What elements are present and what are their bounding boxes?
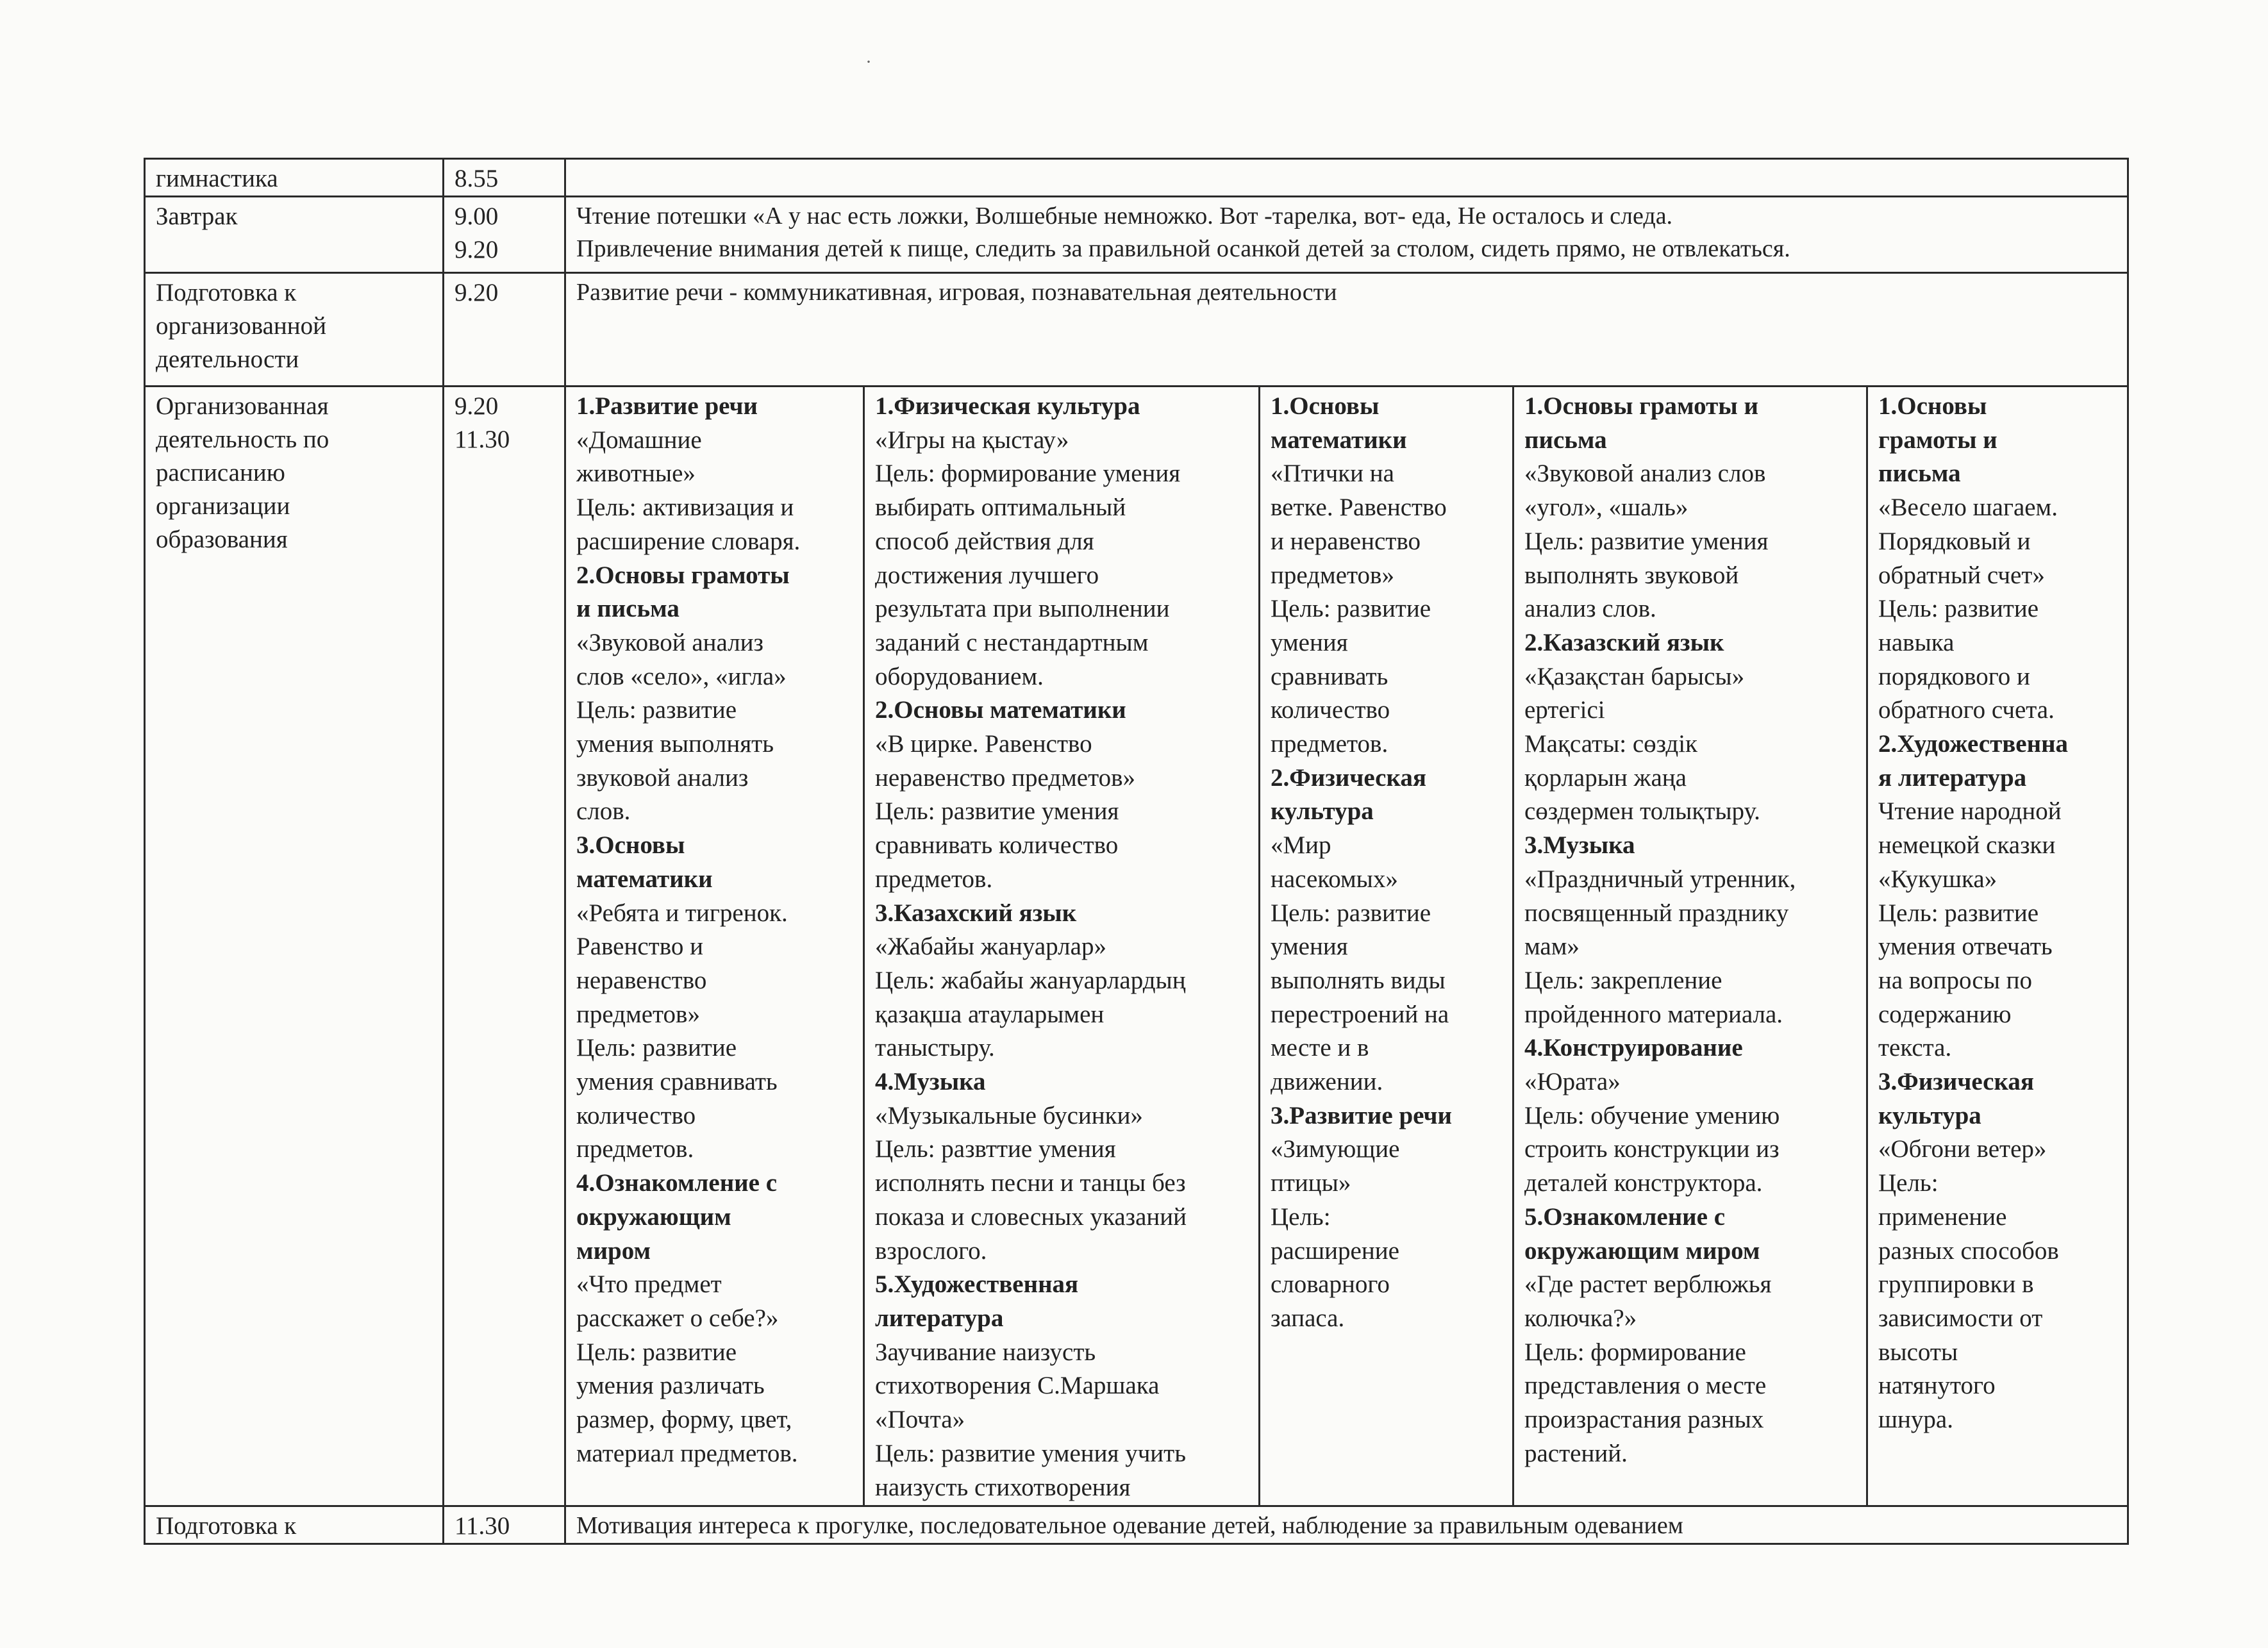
table-row (145, 387, 2128, 1506)
day-cell-2 (864, 387, 1260, 1506)
subject-heading: 1.Основы (1878, 392, 1987, 420)
lesson-line: сравнивать (1271, 662, 1388, 690)
subject-heading: культура (1271, 797, 1374, 826)
content-cell (565, 273, 2128, 387)
lesson-line: Цель: развитие (576, 696, 737, 724)
lesson-line: расширение словаря. (576, 527, 801, 555)
lesson-line: неравенство (576, 966, 707, 994)
lesson-line: Цель: развитие (576, 1034, 737, 1062)
lesson-line: количество (1271, 696, 1390, 724)
lesson-line: умения (1271, 933, 1348, 961)
lesson-line: Цель: жабайы жануарлардың (875, 966, 1186, 994)
lesson-line: запаса. (1271, 1304, 1345, 1332)
lesson-line: Цель: развитие (1271, 899, 1431, 927)
lesson-line: Заучивание наизусть (875, 1338, 1096, 1366)
activity-label: расписанию (156, 459, 285, 487)
lesson-line: Цель: развитие (1878, 595, 2039, 623)
day-cell-3 (1260, 387, 1513, 1506)
time-label: 11.30 (454, 426, 510, 453)
subject-heading: письма (1524, 426, 1607, 454)
lesson-line: перестроений на (1271, 1000, 1449, 1028)
content-text: Мотивация интереса к прогулке, последовательное одевание детей, наблюдение за правильным одеванием (576, 1512, 1683, 1539)
lesson-line: «Весело шагаем. (1878, 494, 2058, 522)
lesson-line: птицы» (1271, 1169, 1351, 1197)
subject-heading: 3.Основы (576, 831, 685, 860)
subject-heading: 2.Казазский язык (1524, 628, 1724, 656)
subject-heading: 1.Основы (1271, 392, 1380, 420)
lesson-line: растений. (1524, 1439, 1628, 1467)
subject-heading: и письма (576, 595, 680, 623)
lesson-line: Порядковый и (1878, 527, 2031, 555)
lesson-line: наизусть стихотворения (875, 1473, 1131, 1501)
subject-heading: математики (576, 865, 713, 893)
subject-heading: 3.Развитие речи (1271, 1101, 1452, 1129)
activity-label: Подготовка к (156, 279, 297, 306)
lesson-line: «Жабайы жануарлар» (875, 933, 1106, 961)
time-cell (444, 159, 565, 197)
lesson-line: показа и словесных указаний (875, 1203, 1187, 1231)
lesson-line: предметов. (576, 1135, 694, 1163)
lesson-line: заданий с нестандартным (875, 628, 1149, 656)
lesson-line: Цель: развитие (576, 1338, 737, 1366)
lesson-line: выбирать оптимальный (875, 494, 1126, 522)
lesson-line: порядкового и (1878, 662, 2030, 690)
lesson-line: взрослого. (875, 1236, 987, 1265)
activity-cell (145, 387, 444, 1506)
lesson-line: Равенство и (576, 933, 703, 961)
lesson-line: и неравенство (1271, 527, 1421, 555)
lesson-line: расширение (1271, 1236, 1399, 1265)
lesson-line: способ действия для (875, 527, 1094, 555)
activity-cell (145, 1506, 444, 1544)
lesson-line: применение (1878, 1203, 2007, 1231)
lesson-line: выполнять звуковой (1524, 561, 1739, 589)
lesson-line: Цель: развитие умения учить (875, 1439, 1187, 1467)
time-label: 8.55 (454, 165, 499, 192)
activity-cell (145, 159, 444, 197)
activity-cell (145, 197, 444, 273)
lesson-line: сөздермен толықтыру. (1524, 797, 1760, 826)
time-cell (444, 387, 565, 1506)
lesson-line: «Домашние (576, 426, 702, 454)
lesson-line: сравнивать количество (875, 831, 1119, 860)
lesson-line: животные» (576, 460, 696, 488)
table-row (145, 1506, 2128, 1544)
subject-heading: 1.Физическая культура (875, 392, 1140, 420)
lesson-line: «Почта» (875, 1406, 965, 1434)
lesson-line: «Қазақстан барысы» (1524, 662, 1745, 690)
table-row (145, 159, 2128, 197)
lesson-line: месте и в (1271, 1034, 1369, 1062)
lesson-line: таныстыру. (875, 1034, 995, 1062)
activity-label: организации (156, 492, 290, 520)
lesson-line: количество (576, 1101, 696, 1129)
subject-heading: 4.Конструирование (1524, 1034, 1743, 1062)
subject-heading: я литература (1878, 763, 2027, 792)
lesson-line: зависимости от (1878, 1304, 2043, 1332)
time-cell (444, 273, 565, 387)
lesson-line: материал предметов. (576, 1439, 798, 1467)
lesson-line: «Юрата» (1524, 1068, 1621, 1096)
lesson-line: «Птички на (1271, 460, 1394, 488)
lesson-line: Цель: развттие умения (875, 1135, 1116, 1163)
lesson-line: деталей конструктора. (1524, 1169, 1763, 1197)
lesson-line: Цель: формирование (1524, 1338, 1746, 1366)
scan-speck: · (865, 51, 872, 72)
lesson-line: оборудованием. (875, 662, 1044, 690)
lesson-line: слов. (576, 797, 631, 826)
lesson-line: колючка?» (1524, 1304, 1637, 1332)
lesson-line: Чтение народной (1878, 797, 2062, 826)
table-row (145, 273, 2128, 387)
content-cell (565, 159, 2128, 197)
lesson-line: пройденного материала. (1524, 1000, 1783, 1028)
schedule-table (144, 158, 2129, 1545)
lesson-line: звуковой анализ (576, 763, 749, 792)
lesson-line: умения выполнять (576, 730, 774, 758)
lesson-line: мам» (1524, 933, 1580, 961)
subject-heading: грамоты и (1878, 426, 1997, 454)
lesson-line: предметов» (1271, 561, 1394, 589)
lesson-line: «Игры на қыстау» (875, 426, 1069, 454)
lesson-line: қорларын жаңа (1524, 763, 1687, 792)
lesson-line: Мақсаты: сөздік (1524, 730, 1697, 758)
activity-label: образования (156, 526, 288, 553)
subject-heading: 2.Основы математики (875, 696, 1126, 724)
lesson-line: Цель: развитие (1878, 899, 2039, 927)
lesson-line: слов «село», «игла» (576, 662, 787, 690)
subject-heading: 2.Основы грамоты (576, 561, 790, 589)
lesson-line: Цель: (1271, 1203, 1331, 1231)
lesson-line: умения сравнивать (576, 1068, 778, 1096)
lesson-line: произрастания разных (1524, 1406, 1764, 1434)
time-label: 9.20 (454, 392, 499, 420)
lesson-line: насекомых» (1271, 865, 1398, 893)
table-row (145, 197, 2128, 273)
lesson-line: қазақша атауларымен (875, 1000, 1105, 1028)
lesson-line: «Где растет верблюжья (1524, 1270, 1772, 1299)
subject-heading: математики (1271, 426, 1407, 454)
subject-heading: литература (875, 1304, 1004, 1332)
subject-heading: 2.Художественна (1878, 730, 2069, 758)
time-label: 9.20 (454, 279, 499, 306)
time-label: 9.20 (454, 236, 499, 263)
lesson-line: Цель: развитие умения (875, 797, 1119, 826)
activity-label: деятельности (156, 345, 299, 373)
lesson-line: Цель: активизация и (576, 494, 794, 522)
lesson-line: Цель: (1878, 1169, 1939, 1197)
lesson-line: предметов» (576, 1000, 700, 1028)
activity-label: Организованная (156, 392, 329, 420)
lesson-line: содержанию (1878, 1000, 2012, 1028)
lesson-line: высоты (1878, 1338, 1958, 1366)
time-cell (444, 197, 565, 273)
lesson-line: умения отвечать (1878, 933, 2053, 961)
subject-heading: 2.Физическая (1271, 763, 1426, 792)
lesson-line: размер, форму, цвет, (576, 1406, 792, 1434)
lesson-line: умения (1271, 628, 1348, 656)
lesson-line: словарного (1271, 1270, 1390, 1299)
lesson-line: предметов. (875, 865, 993, 893)
subject-heading: 4.Ознакомление с (576, 1169, 778, 1197)
activity-label: деятельность по (156, 426, 329, 453)
lesson-line: движении. (1271, 1068, 1383, 1096)
lesson-line: стихотворения С.Маршака (875, 1372, 1160, 1400)
lesson-line: исполнять песни и танцы без (875, 1169, 1186, 1197)
lesson-line: ертегісі (1524, 696, 1605, 724)
lesson-line: «Звуковой анализ слов (1524, 460, 1766, 488)
subject-heading: 3.Физическая (1878, 1068, 2034, 1096)
subject-heading: 3.Музыка (1524, 831, 1635, 860)
activity-label: организованной (156, 312, 327, 340)
lesson-line: Цель: формирование умения (875, 460, 1181, 488)
lesson-line: «Обгони ветер» (1878, 1135, 2047, 1163)
lesson-line: строить конструкции из (1524, 1135, 1780, 1163)
subject-heading: 3.Казахский язык (875, 899, 1077, 927)
lesson-line: текста. (1878, 1034, 1952, 1062)
lesson-line: неравенство предметов» (875, 763, 1136, 792)
time-label: 9.00 (454, 203, 499, 230)
lesson-line: «Зимующие (1271, 1135, 1400, 1163)
time-label: 11.30 (454, 1512, 510, 1540)
lesson-line: «В цирке. Равенство (875, 730, 1092, 758)
lesson-line: расскажет о себе?» (576, 1304, 779, 1332)
day-cell-5 (1867, 387, 2128, 1506)
content-cell (565, 197, 2128, 273)
subject-heading: 5.Художественная (875, 1270, 1079, 1299)
activity-cell (145, 273, 444, 387)
subject-heading: окружающим миром (1524, 1236, 1760, 1265)
day-cell-4 (1513, 387, 1867, 1506)
lesson-line: выполнять виды (1271, 966, 1446, 994)
lesson-line: разных способов (1878, 1236, 2059, 1265)
lesson-line: ветке. Равенство (1271, 494, 1447, 522)
lesson-line: Цель: развитие умения (1524, 527, 1769, 555)
lesson-line: Цель: обучение умению (1524, 1101, 1780, 1129)
lesson-line: результата при выполнении (875, 595, 1170, 623)
lesson-line: «Праздничный утренник, (1524, 865, 1796, 893)
lesson-line: обратный счет» (1878, 561, 2045, 589)
lesson-line: анализ слов. (1524, 595, 1656, 623)
lesson-line: на вопросы по (1878, 966, 2033, 994)
subject-heading: культура (1878, 1101, 1981, 1129)
lesson-line: «Звуковой анализ (576, 628, 763, 656)
subject-heading: письма (1878, 460, 1961, 488)
lesson-line: натянутого (1878, 1372, 1996, 1400)
lesson-line: навыка (1878, 628, 1955, 656)
lesson-line: предметов. (1271, 730, 1388, 758)
subject-heading: 1.Развитие речи (576, 392, 758, 420)
lesson-line: посвященный празднику (1524, 899, 1789, 927)
lesson-line: «Что предмет (576, 1270, 722, 1299)
lesson-line: группировки в (1878, 1270, 2034, 1299)
lesson-line: немецкой сказки (1878, 831, 2056, 860)
lesson-line: «Мир (1271, 831, 1331, 860)
time-cell (444, 1506, 565, 1544)
subject-heading: окружающим (576, 1203, 731, 1231)
subject-heading: 4.Музыка (875, 1068, 986, 1096)
lesson-line: «Кукушка» (1878, 865, 1997, 893)
activity-label: гимнастика (156, 165, 278, 192)
subject-heading: 5.Ознакомление с (1524, 1203, 1726, 1231)
content-text: Привлечение внимания детей к пище, следить за правильной осанкой детей за столом, сидеть прямо, не отвлекаться. (576, 235, 1790, 262)
activity-label: Подготовка к (156, 1512, 297, 1540)
lesson-line: шнура. (1878, 1406, 1953, 1434)
content-text: Чтение потешки «А у нас есть ложки, Волшебные немножко. Вот -тарелка, вот- еда, Не осталось и следа. (576, 203, 1673, 229)
content-text: Развитие речи - коммуникативная, игровая, познавательная деятельности (576, 279, 1337, 306)
lesson-line: Цель: закрепление (1524, 966, 1722, 994)
lesson-line: обратного счета. (1878, 696, 2055, 724)
subject-heading: миром (576, 1236, 651, 1265)
day-cell-1 (565, 387, 864, 1506)
lesson-line: Цель: развитие (1271, 595, 1431, 623)
content-cell (565, 1506, 2128, 1544)
lesson-line: «Ребята и тигренок. (576, 899, 788, 927)
activity-label: Завтрак (156, 203, 238, 230)
lesson-line: достижения лучшего (875, 561, 1099, 589)
lesson-line: «Музыкальные бусинки» (875, 1101, 1143, 1129)
lesson-line: представления о месте (1524, 1372, 1767, 1400)
lesson-line: «угол», «шаль» (1524, 494, 1688, 522)
lesson-line: умения различать (576, 1372, 765, 1400)
subject-heading: 1.Основы грамоты и (1524, 392, 1758, 420)
